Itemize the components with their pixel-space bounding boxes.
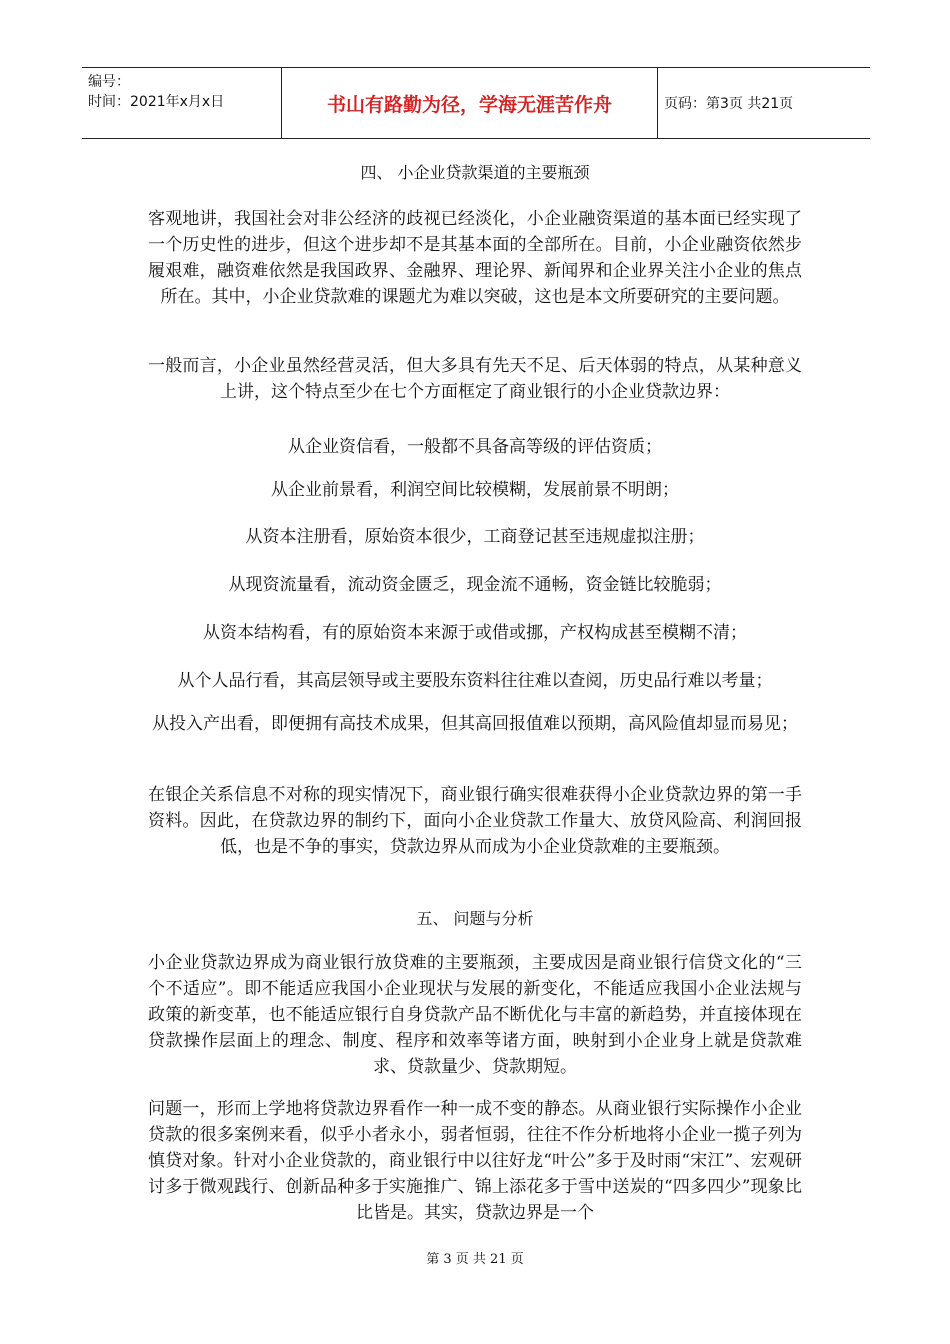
header-meta bbox=[82, 68, 282, 138]
list-item: 从投入产出看，即便拥有高技术成果，但其高回报值难以预期，高风险值却显而易见； bbox=[152, 714, 798, 734]
section-heading: 五、 问题与分析 bbox=[416, 909, 534, 928]
time-label: 时间：2021年x月x日 bbox=[88, 94, 225, 110]
list-item: 从企业资信看，一般都不具备高等级的评估资质； bbox=[288, 437, 662, 457]
number-label: 编号： bbox=[88, 74, 130, 90]
list-item: 从个人品行看，其高层领导或主要股东资料往往难以查阅，历史品行难以考量； bbox=[177, 671, 773, 691]
list-item: 从资本注册看，原始资本很少，工商登记甚至违规虚拟注册； bbox=[245, 527, 705, 547]
paragraph: 一般而言，小企业虽然经营灵活，但大多具有先天不足、后天体弱的特点，从某种意义上讲，这个特点至少在七个方面框定了商业银行的小企业贷款边界： bbox=[148, 356, 802, 402]
header-page-info: 页码：第3页 共21页 bbox=[664, 96, 794, 112]
page-footer: 第 3 页 共 21 页 bbox=[426, 1252, 524, 1267]
section-heading: 四、 小企业贷款渠道的主要瓶颈 bbox=[360, 163, 590, 182]
header-motto: 书山有路勤为径，学海无涯苦作舟 bbox=[282, 68, 658, 138]
paragraph: 小企业贷款边界成为商业银行放贷难的主要瓶颈，主要成因是商业银行信贷文化的“三个不适应”。即不能适应我国小企业现状与发展的新变化，不能适应我国小企业法规与政策的新变革，也不能适应银行自身贷款产品不断优化与丰富的新趋势，并直接体现在贷款操作层面上的理念、制度、程序和效率等诸方面，映射到小企业身上就是贷款难求、贷款量少、贷款期短。 bbox=[148, 953, 802, 1077]
list-item: 从现资流量看，流动资金匮乏，现金流不通畅，资金链比较脆弱； bbox=[228, 575, 722, 595]
document-header bbox=[82, 67, 870, 139]
paragraph: 客观地讲，我国社会对非公经济的歧视已经淡化，小企业融资渠道的基本面已经实现了一个历史性的进步，但这个进步却不是其基本面的全部所在。目前，小企业融资依然步履艰难，融资难依然是我国政界、金融界、理论界、新闻界和企业界关注小企业的焦点所在。其中，小企业贷款难的课题尤为难以突破，这也是本文所要研究的主要问题。 bbox=[148, 209, 802, 307]
list-item: 从企业前景看，利润空间比较模糊，发展前景不明朗； bbox=[271, 480, 679, 500]
list-item: 从资本结构看，有的原始资本来源于或借或挪，产权构成甚至模糊不清； bbox=[203, 623, 747, 643]
paragraph: 在银企关系信息不对称的现实情况下，商业银行确实很难获得小企业贷款边界的第一手资料。因此，在贷款边界的制约下，面向小企业贷款工作量大、放贷风险高、利润回报低，也是不争的事实，贷款边界从而成为小企业贷款难的主要瓶颈。 bbox=[148, 785, 802, 857]
paragraph: 问题一，形而上学地将贷款边界看作一种一成不变的静态。从商业银行实际操作小企业贷款的很多案例来看，似乎小者永小，弱者恒弱，往往不作分析地将小企业一揽子列为慎贷对象。针对小企业贷款的，商业银行中以往好龙“叶公”多于及时雨“宋江”、宏观研讨多于微观践行、创新品种多于实施推广、锦上添花多于雪中送炭的“四多四少”现象比比皆是。其实，贷款边界是一个 bbox=[148, 1099, 802, 1223]
